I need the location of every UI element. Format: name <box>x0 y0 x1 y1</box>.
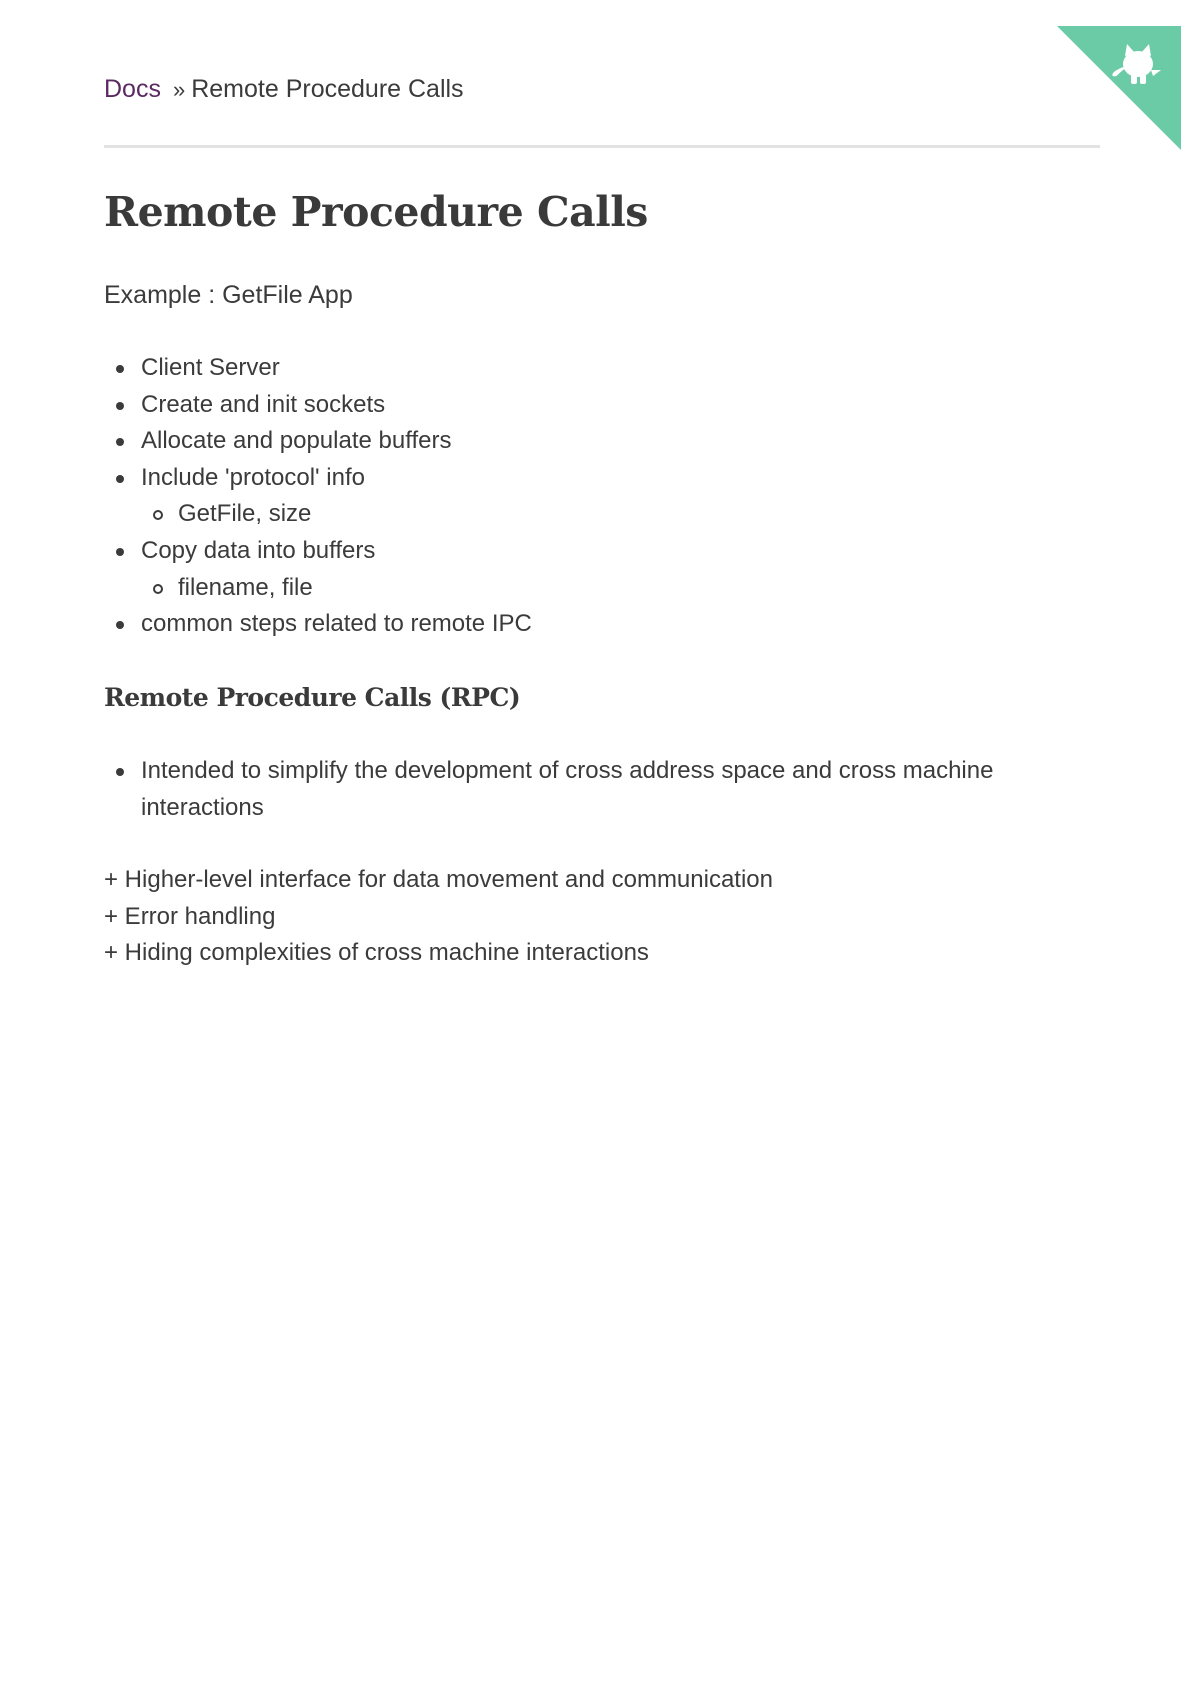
intro-text: Example : GetFile App <box>104 281 353 309</box>
benefit-line: + Hiding complexities of cross machine interactions <box>104 939 649 967</box>
list-item: Create and init sockets <box>104 387 532 424</box>
list-item: common steps related to remote IPC <box>104 606 532 643</box>
sub-list-item: GetFile, size <box>104 496 532 533</box>
github-corner-link[interactable] <box>1057 26 1181 150</box>
benefits-lines <box>104 862 773 972</box>
breadcrumb-separator: » <box>172 77 186 102</box>
list-item: Intended to simplify the development of cross address space and cross machine interactions <box>104 753 1004 826</box>
sub-list-item: filename, file <box>104 570 532 607</box>
benefit-line: + Higher-level interface for data movement and communication <box>104 866 773 893</box>
header-divider <box>104 145 1100 148</box>
list-item: Client Server <box>104 350 532 387</box>
section-heading-rpc: Remote Procedure Calls (RPC) <box>104 683 521 712</box>
breadcrumb-current: Remote Procedure Calls <box>191 75 464 103</box>
corner-ribbon <box>1057 26 1181 150</box>
list-item: Include 'protocol' info <box>104 460 532 497</box>
breadcrumb <box>104 72 464 107</box>
rpc-list <box>104 753 1004 826</box>
page-title: Remote Procedure Calls <box>104 188 648 236</box>
list-item: Copy data into buffers <box>104 533 532 570</box>
benefit-line: + Error handling <box>104 902 276 930</box>
breadcrumb-docs-link[interactable]: Docs <box>104 75 161 103</box>
list-item: Allocate and populate buffers <box>104 423 532 460</box>
steps-list <box>104 350 532 643</box>
